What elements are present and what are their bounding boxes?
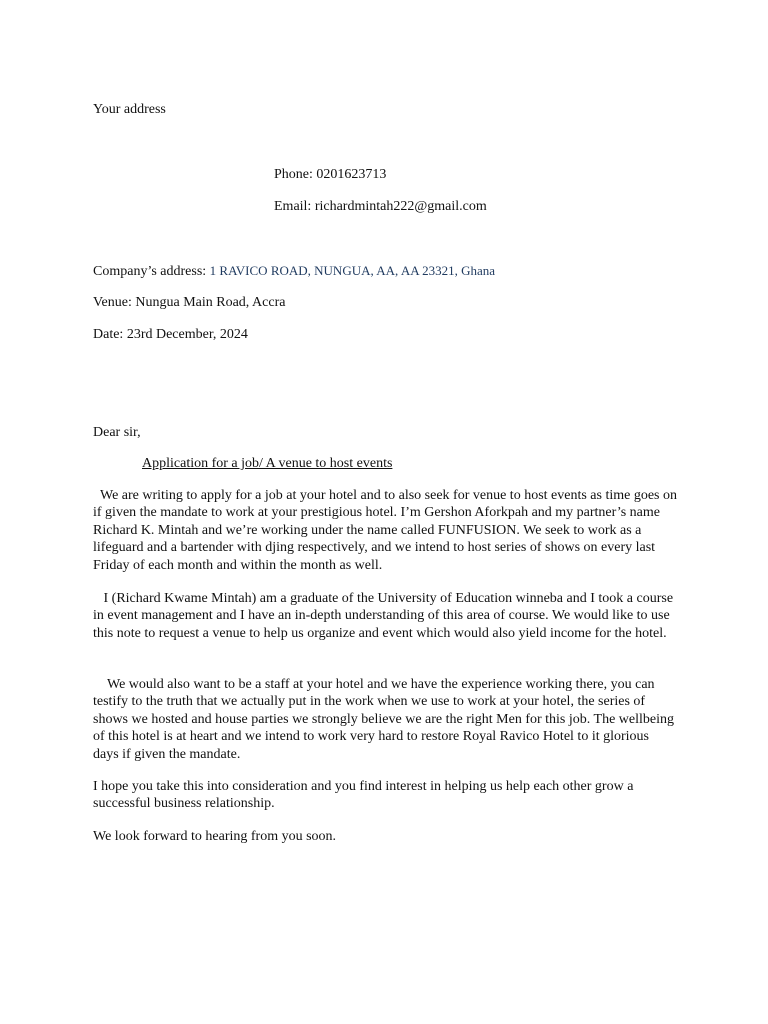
- company-address-value: 1 RAVICO ROAD, NUNGUA, AA, AA 23321, Ghana: [209, 263, 496, 278]
- sender-address: Your address: [93, 102, 166, 117]
- venue-line: Venue: Nungua Main Road, Accra: [93, 295, 286, 310]
- date-line: Date: 23rd December, 2024: [93, 327, 248, 342]
- body-paragraph-4: I hope you take this into consideration and you find interest in helping us help each other grow a successful business relationship.: [93, 779, 634, 812]
- company-address-line: [93, 262, 495, 280]
- email-line: Email: richardmintah222@gmail.com: [274, 199, 487, 214]
- salutation: Dear sir,: [93, 425, 141, 440]
- phone-line: Phone: 0201623713: [274, 167, 387, 182]
- body-paragraph-1: We are writing to apply for a job at your hotel and to also seek for venue to host events as time goes on if given the mandate to work at your prestigious hotel. I’m Gershon Aforkpah and my partner’s name Richard K. Mintah and we’re working under the name called FUNFUSION. We seek to work as a lifeguard and a bartender with djing respectively, and we intend to host series of shows on every last Friday of each month and within the month as well.: [93, 488, 681, 573]
- company-address-label: Company’s address:: [93, 264, 210, 279]
- closing-line: We look forward to hearing from you soon.: [93, 829, 337, 844]
- body-paragraph-2: I (Richard Kwame Mintah) am a graduate of the University of Education winneba and I took a course in event management and I have an in-depth understanding of this area of course. We would like to use this note to request a venue to help us organize and event which would also yield income for the hotel.: [93, 591, 677, 641]
- subject-line: Application for a job/ A venue to host events: [142, 456, 393, 471]
- body-paragraph-3: We would also want to be a staff at your hotel and we have the experience working there, you can testify to the truth that we actually put in the work when we use to work at your hotel, the series of shows we hosted and house parties we strongly believe we are the right Men for this job. The wellbeing of this hotel is at heart and we intend to work very hard to restore Royal Ravico Hotel to it glorious days if given the mandate.: [93, 677, 678, 762]
